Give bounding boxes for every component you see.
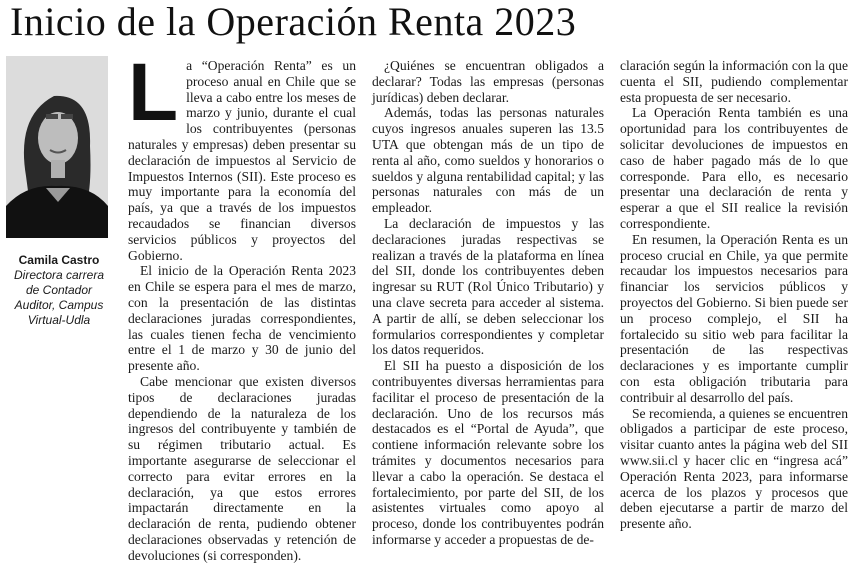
article-paragraph: claración según la información con la que cuenta el SII, pudiendo complementar esta propuesta de ser necesario. [620, 58, 848, 105]
article-paragraph [128, 47, 356, 263]
article-column-2 [372, 58, 604, 548]
article-column-1 [128, 47, 356, 564]
article-paragraph: Se recomienda, a quienes se encuentren obligados a participar de este proceso, visitar cuanto antes la página web del SII www.sii.cl y hacer clic en “ingresa acá” Operación Renta 2023, para informarse acerca de los plazos y procesos que deben ejecutarse a partir de marzo del presente año. [620, 405, 848, 532]
headline: Inicio de la Operación Renta 2023 [10, 0, 577, 44]
article-paragraph: Cabe mencionar que existen diversos tipos de declaraciones juradas dependiendo de la naturaleza de los ingresos del contribuyente y también de su régimen tributario actual. Es importante asegurarse de seleccionar el correcto para evitar errores en la declaración, ya que estos errores impactarán directamente en la declaración de renta, pudiendo obtener declaraciones observadas y retención de devoluciones (si corresponden). [128, 373, 356, 563]
article-column-3 [620, 58, 848, 532]
article-paragraph: El inicio de la Operación Renta 2023 en Chile se espera para el mes de marzo, con la presentación de las distintas declaraciones juradas correspondientes, las cuales tienen fecha de vencimiento entre el 1 de marzo y 30 de junio del presente año. [128, 263, 356, 374]
article-paragraph: El SII ha puesto a disposición de los contribuyentes diversas herramientas para facilitar el proceso de presentación de la declaración. Uno de los recursos más destacados es el “Portal de Ayuda”, que contiene información relevante sobre los trámites y documentos necesarios para llevar a cabo la operación. Se destaca el fortalecimiento, por parte del SII, de los asistentes virtuales como apoyo al proceso, donde los contribuyentes podrán informarse y acceder a propuestas de de- [372, 358, 604, 547]
article-paragraph: En resumen, la Operación Renta es un proceso crucial en Chile, ya que permite recaudar los impuestos necesarios para financiar los servicios públicos y proyectos del Gobierno. Si bien puede ser un proceso complejo, el SII ha fortalecido su sitio web para facilitar la presentación de las respectivas declaraciones y es importante cumplir con esta obligación tributaria para contribuir al desarrollo del país. [620, 231, 848, 405]
author-role: Directora carrera de Contador Auditor, Campus Virtual-Udla [13, 268, 105, 327]
article-paragraph: La Operación Renta también es una oportunidad para los contribuyentes de solicitar devoluciones de impuestos en caso de haber pagado más de lo que corresponde. Para ello, es necesario presentar una declaración de renta y esperar a que el SII realice la revisión correspondiente. [620, 105, 848, 231]
author-portrait-image [6, 56, 108, 238]
author-photo [6, 56, 108, 238]
drop-cap: L [128, 47, 179, 138]
author-name: Camila Castro [18, 253, 100, 267]
article-paragraph: La declaración de impuestos y las declaraciones juradas respectivas se realizan a través de la plataforma en línea del SII, donde los contribuyentes deben ingresar su RUT (Rol Único Tributario) y una clave secreta para acceder al sistema. A partir de allí, se deben seleccionar los formularios correspondientes y completar los datos requeridos. [372, 215, 604, 358]
author-byline [6, 253, 112, 328]
article-paragraph: Además, todas las personas naturales cuyos ingresos anuales superen las 13.5 UTA que obtengan más de un tipo de renta al año, como sueldos y honorarios o sueldos y alguna rentabilidad capital; y las personas naturales con más de un empleador. [372, 105, 604, 216]
article-paragraph: ¿Quiénes se encuentran obligados a declarar? Todas las empresas (personas jurídicas) deben declarar. [372, 58, 604, 105]
paragraph-text: a “Operación Renta” es un proceso anual en Chile que se lleva a cabo entre los meses de marzo y junio, durante el cual los contribuyentes (personas naturales y empresas) deben presentar su declaración de impuestos al Servicio de Impuestos Internos (SII). Este proceso es muy importante para la economía del país, ya que a través de los impuestos recaudados se financian diversos servicios públicos y proyectos del Gobierno. [128, 58, 356, 263]
